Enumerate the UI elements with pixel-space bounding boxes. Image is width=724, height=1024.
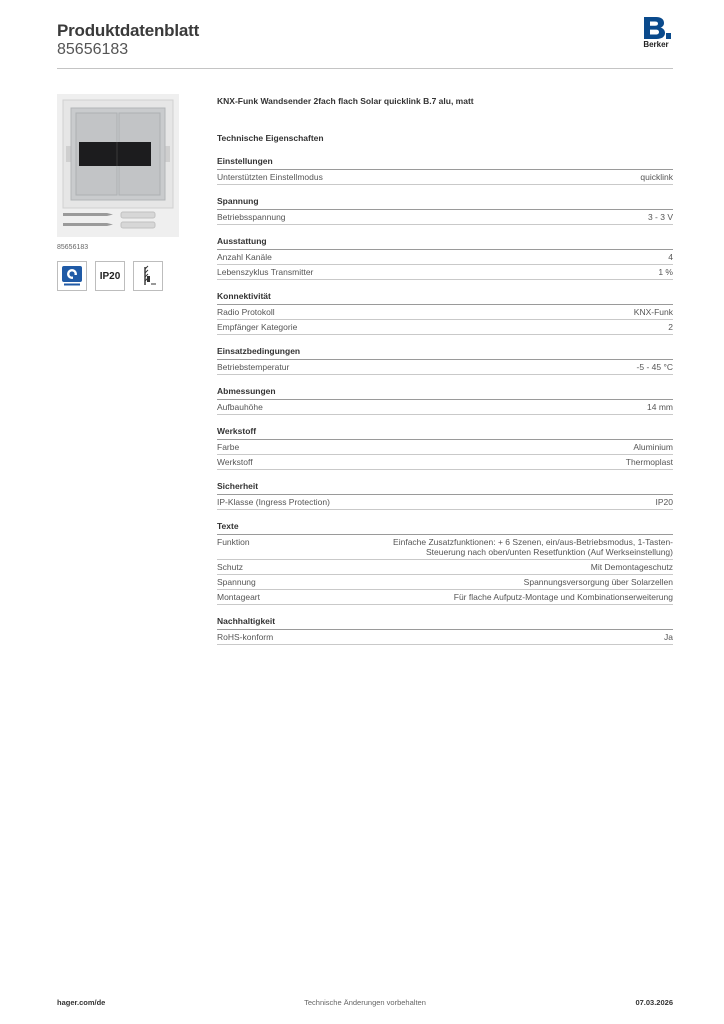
section-heading: Technische Eigenschaften	[217, 133, 324, 143]
spec-group-werkstoff	[217, 426, 673, 470]
spec-row	[217, 265, 673, 280]
berker-logo	[639, 16, 673, 52]
spec-row	[217, 360, 673, 375]
berker-logo-text: Berker	[643, 40, 669, 49]
spec-value: Spannungsversorgung über Solarzellen	[523, 577, 673, 587]
spec-value: 1 %	[658, 267, 673, 277]
spec-row	[217, 320, 673, 335]
spec-label: Anzahl Kanäle	[217, 252, 272, 262]
spec-group-konnektivitaet	[217, 291, 673, 335]
spec-row	[217, 590, 673, 605]
spec-label: Aufbauhöhe	[217, 402, 263, 412]
spec-group-nachhaltigkeit	[217, 616, 673, 645]
spec-row	[217, 495, 673, 510]
spec-group-abmessungen	[217, 386, 673, 415]
spec-group-sicherheit	[217, 481, 673, 510]
spec-label: Spannung	[217, 577, 256, 587]
spec-row	[217, 250, 673, 265]
footer-website-link[interactable]: hager.com/de	[57, 998, 106, 1007]
footer-note: Technische Änderungen vorbehalten	[304, 998, 426, 1007]
mounting-icon	[133, 261, 163, 291]
spec-value: 14 mm	[647, 402, 673, 412]
spec-value: 3 - 3 V	[647, 212, 673, 222]
spec-row	[217, 560, 673, 575]
spec-group-einsatzbedingungen	[217, 346, 673, 375]
spec-label: Funktion	[217, 537, 250, 547]
spec-row	[217, 575, 673, 590]
spec-row	[217, 535, 673, 560]
spec-row	[217, 440, 673, 455]
product-name: KNX-Funk Wandsender 2fach flach Solar quicklink B.7 alu, matt	[217, 96, 474, 106]
header-divider	[57, 68, 673, 69]
spec-row	[217, 455, 673, 470]
spec-value: quicklink	[640, 172, 673, 182]
spec-label: Schutz	[217, 562, 243, 572]
spec-label: Empfänger Kategorie	[217, 322, 298, 332]
spec-value: 2	[668, 322, 673, 332]
spec-label: Radio Protokoll	[217, 307, 275, 317]
spec-group-ausstattung	[217, 236, 673, 280]
page-title: Produktdatenblatt	[57, 21, 200, 40]
page-footer	[57, 998, 673, 1010]
spec-group-texte	[217, 521, 673, 605]
page-header	[57, 20, 673, 70]
group-title: Spannung	[217, 196, 673, 210]
spec-row	[217, 630, 673, 645]
spec-label: Lebenszyklus Transmitter	[217, 267, 314, 277]
spec-label: Farbe	[217, 442, 240, 452]
spec-value: Aluminium	[633, 442, 673, 452]
spec-label: Montageart	[217, 592, 260, 602]
spec-row	[217, 170, 673, 185]
ip20-icon	[95, 261, 125, 291]
product-image-drawing	[57, 94, 179, 237]
group-title: Einsatzbedingungen	[217, 346, 673, 360]
footer-date: 07.03.2026	[635, 998, 673, 1007]
group-title: Nachhaltigkeit	[217, 616, 673, 630]
ip20-label: IP20	[99, 270, 121, 282]
spec-value: Ja	[664, 632, 673, 642]
spec-value: Für flache Aufputz-Montage und Kombinationserweiterung	[453, 592, 673, 602]
group-title: Texte	[217, 521, 673, 535]
spec-value: Thermoplast	[625, 457, 673, 467]
spec-row	[217, 305, 673, 320]
product-number-caption: 85656183	[57, 244, 89, 251]
spec-label: Werkstoff	[217, 457, 253, 467]
product-image	[57, 94, 179, 237]
spec-column	[217, 96, 673, 645]
spec-value: KNX-Funk	[633, 307, 673, 317]
spec-value: IP20	[655, 497, 673, 507]
spec-label: Betriebstemperatur	[217, 362, 290, 372]
group-title: Konnektivität	[217, 291, 673, 305]
group-title: Sicherheit	[217, 481, 673, 495]
spec-value: Mit Demontageschutz	[590, 562, 673, 572]
berker-logo-mark	[640, 16, 672, 40]
group-title: Abmessungen	[217, 386, 673, 400]
group-title: Ausstattung	[217, 236, 673, 250]
spec-label: RoHS-konform	[217, 632, 274, 642]
spec-label: IP-Klasse (Ingress Protection)	[217, 497, 330, 507]
spec-value: -5 - 45 °C	[636, 362, 673, 372]
spec-value: Einfache Zusatzfunktionen: + 6 Szenen, ein/aus-Betriebsmodus, 1-Tasten-Steuerung nach oben/unten Resetfunktion (Auf Werkseinstellung)	[393, 537, 673, 557]
quicklink-icon	[57, 261, 87, 291]
feature-icons	[57, 261, 179, 291]
document-number: 85656183	[57, 41, 129, 58]
spec-group-einstellungen	[217, 156, 673, 185]
spec-group-spannung	[217, 196, 673, 225]
spec-row	[217, 210, 673, 225]
spec-label: Unterstützten Einstellmodus	[217, 172, 323, 182]
group-title: Werkstoff	[217, 426, 673, 440]
left-column	[57, 94, 179, 291]
group-title: Einstellungen	[217, 156, 673, 170]
spec-label: Betriebsspannung	[217, 212, 286, 222]
spec-row	[217, 400, 673, 415]
spec-value: 4	[668, 252, 673, 262]
